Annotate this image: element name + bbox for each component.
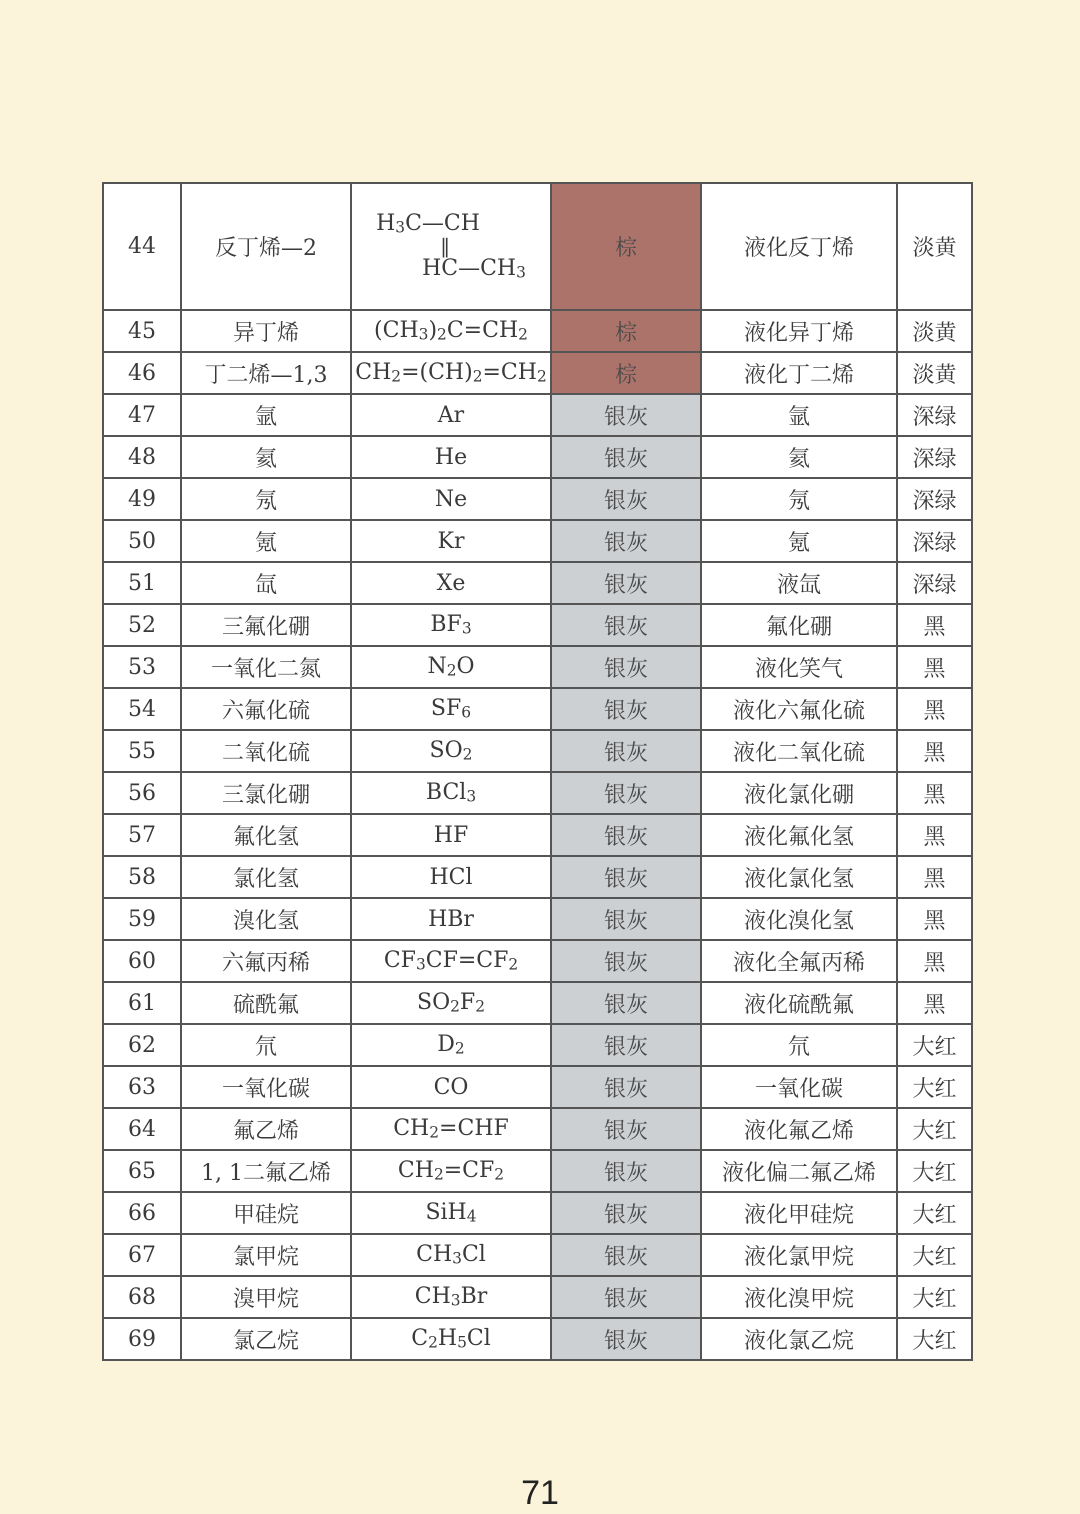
label-color-cell: 大红 bbox=[897, 1192, 972, 1234]
formula-cell: $CF_3CF=CF_2$ bbox=[351, 940, 551, 982]
gas-name-cell: 六氟丙稀 bbox=[181, 940, 351, 982]
row-number-cell: 50 bbox=[103, 520, 181, 562]
gas-name-cell: 丁二烯—1,3 bbox=[181, 352, 351, 394]
cylinder-color-cell: 棕 bbox=[551, 183, 701, 310]
table-row bbox=[103, 772, 972, 814]
table-row bbox=[103, 1066, 972, 1108]
table-row bbox=[103, 940, 972, 982]
label-color-cell: 深绿 bbox=[897, 394, 972, 436]
label-text-cell: 液化全氟丙稀 bbox=[701, 940, 897, 982]
formula-cell: He bbox=[351, 436, 551, 478]
label-color-cell: 深绿 bbox=[897, 436, 972, 478]
label-text-cell: 液化硫酰氟 bbox=[701, 982, 897, 1024]
structural-formula bbox=[376, 212, 526, 280]
label-color-cell: 黑 bbox=[897, 688, 972, 730]
label-text-cell: 液化二氧化硫 bbox=[701, 730, 897, 772]
table-row bbox=[103, 1234, 972, 1276]
gas-name-cell: 溴甲烷 bbox=[181, 1276, 351, 1318]
label-text-cell: 液化溴化氢 bbox=[701, 898, 897, 940]
label-color-cell: 大红 bbox=[897, 1066, 972, 1108]
page-number: 71 bbox=[521, 1474, 559, 1512]
row-number-cell: 64 bbox=[103, 1108, 181, 1150]
formula-cell: $CH_2=CHF$ bbox=[351, 1108, 551, 1150]
label-color-cell: 淡黄 bbox=[897, 352, 972, 394]
formula-cell: $CH_2=CF_2$ bbox=[351, 1150, 551, 1192]
row-number-cell: 62 bbox=[103, 1024, 181, 1066]
label-text-cell: 液化氟乙烯 bbox=[701, 1108, 897, 1150]
label-text-cell: 氘 bbox=[701, 1024, 897, 1066]
row-number-cell: 68 bbox=[103, 1276, 181, 1318]
cylinder-color-cell: 银灰 bbox=[551, 730, 701, 772]
gas-name-cell: 一氧化碳 bbox=[181, 1066, 351, 1108]
formula-cell: SiH$_4$ bbox=[351, 1192, 551, 1234]
table-row bbox=[103, 1108, 972, 1150]
row-number-cell: 46 bbox=[103, 352, 181, 394]
table-row bbox=[103, 898, 972, 940]
table-row bbox=[103, 352, 972, 394]
label-text-cell: 氖 bbox=[701, 478, 897, 520]
cylinder-color-cell: 棕 bbox=[551, 352, 701, 394]
cylinder-color-cell: 银灰 bbox=[551, 940, 701, 982]
gas-name-cell: 氟化氢 bbox=[181, 814, 351, 856]
cylinder-color-cell: 银灰 bbox=[551, 688, 701, 730]
cylinder-color-cell: 银灰 bbox=[551, 1234, 701, 1276]
table-row bbox=[103, 688, 972, 730]
label-color-cell: 黑 bbox=[897, 856, 972, 898]
table-row bbox=[103, 1150, 972, 1192]
label-text-cell: 液化六氟化硫 bbox=[701, 688, 897, 730]
label-color-cell: 黑 bbox=[897, 898, 972, 940]
row-number-cell: 58 bbox=[103, 856, 181, 898]
formula-cell: $BF_3$ bbox=[351, 604, 551, 646]
label-color-cell: 黑 bbox=[897, 646, 972, 688]
gas-name-cell: 三氟化硼 bbox=[181, 604, 351, 646]
table-row bbox=[103, 856, 972, 898]
formula-cell bbox=[351, 183, 551, 310]
gas-name-cell: 氘 bbox=[181, 1024, 351, 1066]
gas-name-cell: 氖 bbox=[181, 478, 351, 520]
formula-cell: CO bbox=[351, 1066, 551, 1108]
label-color-cell: 大红 bbox=[897, 1234, 972, 1276]
formula-cell: Ar bbox=[351, 394, 551, 436]
table-row bbox=[103, 520, 972, 562]
cylinder-color-cell: 银灰 bbox=[551, 436, 701, 478]
cylinder-color-cell: 银灰 bbox=[551, 898, 701, 940]
row-number-cell: 47 bbox=[103, 394, 181, 436]
label-color-cell: 大红 bbox=[897, 1024, 972, 1066]
table-row bbox=[103, 478, 972, 520]
table-row bbox=[103, 183, 972, 310]
table-row bbox=[103, 814, 972, 856]
label-text-cell: 氪 bbox=[701, 520, 897, 562]
label-text-cell: 液化氯化硼 bbox=[701, 772, 897, 814]
gas-name-cell: 氙 bbox=[181, 562, 351, 604]
label-text-cell: 氩 bbox=[701, 394, 897, 436]
table-row bbox=[103, 394, 972, 436]
gas-name-cell: 溴化氢 bbox=[181, 898, 351, 940]
gas-name-cell: 一氧化二氮 bbox=[181, 646, 351, 688]
formula-cell: $SF_6$ bbox=[351, 688, 551, 730]
gas-name-cell: 氯化氢 bbox=[181, 856, 351, 898]
table-row bbox=[103, 1276, 972, 1318]
label-text-cell: 液化氯甲烷 bbox=[701, 1234, 897, 1276]
label-text-cell: 液化笑气 bbox=[701, 646, 897, 688]
label-color-cell: 大红 bbox=[897, 1318, 972, 1360]
cylinder-color-cell: 银灰 bbox=[551, 1276, 701, 1318]
gas-name-cell: 反丁烯—2 bbox=[181, 183, 351, 310]
gas-name-cell: 二氧化硫 bbox=[181, 730, 351, 772]
label-text-cell: 液化氟化氢 bbox=[701, 814, 897, 856]
gas-name-cell: 1, 1二氟乙烯 bbox=[181, 1150, 351, 1192]
formula-cell: HCl bbox=[351, 856, 551, 898]
row-number-cell: 66 bbox=[103, 1192, 181, 1234]
label-color-cell: 淡黄 bbox=[897, 183, 972, 310]
cylinder-color-cell: 银灰 bbox=[551, 1318, 701, 1360]
formula-cell: BCl$_3$ bbox=[351, 772, 551, 814]
cylinder-color-cell: 银灰 bbox=[551, 982, 701, 1024]
cylinder-color-cell: 银灰 bbox=[551, 856, 701, 898]
formula-cell: $N_2O$ bbox=[351, 646, 551, 688]
formula-cell: Kr bbox=[351, 520, 551, 562]
formula-cell: HF bbox=[351, 814, 551, 856]
formula-cell: $D_2$ bbox=[351, 1024, 551, 1066]
row-number-cell: 53 bbox=[103, 646, 181, 688]
label-text-cell: 液化丁二烯 bbox=[701, 352, 897, 394]
label-color-cell: 大红 bbox=[897, 1276, 972, 1318]
gas-name-cell: 异丁烯 bbox=[181, 310, 351, 352]
cylinder-color-cell: 银灰 bbox=[551, 772, 701, 814]
label-text-cell: 一氧化碳 bbox=[701, 1066, 897, 1108]
structural-formula-line: ‖ bbox=[440, 233, 451, 258]
gas-name-cell: 硫酰氟 bbox=[181, 982, 351, 1024]
cylinder-color-cell: 银灰 bbox=[551, 562, 701, 604]
label-color-cell: 大红 bbox=[897, 1150, 972, 1192]
row-number-cell: 56 bbox=[103, 772, 181, 814]
table-row bbox=[103, 1192, 972, 1234]
label-text-cell: 氟化硼 bbox=[701, 604, 897, 646]
cylinder-color-cell: 银灰 bbox=[551, 520, 701, 562]
structural-formula-line: $HC—CH_3$ bbox=[422, 255, 526, 282]
label-color-cell: 黑 bbox=[897, 814, 972, 856]
label-color-cell: 深绿 bbox=[897, 520, 972, 562]
row-number-cell: 55 bbox=[103, 730, 181, 772]
cylinder-color-cell: 棕 bbox=[551, 310, 701, 352]
gas-name-cell: 氟乙烯 bbox=[181, 1108, 351, 1150]
row-number-cell: 54 bbox=[103, 688, 181, 730]
cylinder-color-cell: 银灰 bbox=[551, 814, 701, 856]
row-number-cell: 44 bbox=[103, 183, 181, 310]
label-color-cell: 黑 bbox=[897, 772, 972, 814]
table-row bbox=[103, 310, 972, 352]
row-number-cell: 67 bbox=[103, 1234, 181, 1276]
label-text-cell: 液化异丁烯 bbox=[701, 310, 897, 352]
table-row bbox=[103, 730, 972, 772]
row-number-cell: 65 bbox=[103, 1150, 181, 1192]
label-text-cell: 液化溴甲烷 bbox=[701, 1276, 897, 1318]
label-color-cell: 黑 bbox=[897, 730, 972, 772]
cylinder-color-cell: 银灰 bbox=[551, 1192, 701, 1234]
label-color-cell: 黑 bbox=[897, 982, 972, 1024]
structural-formula-line: $H_3C—CH$ bbox=[376, 211, 480, 237]
gas-name-cell: 三氯化硼 bbox=[181, 772, 351, 814]
cylinder-color-cell: 银灰 bbox=[551, 1150, 701, 1192]
gas-name-cell: 氩 bbox=[181, 394, 351, 436]
label-text-cell: 液氙 bbox=[701, 562, 897, 604]
gas-name-cell: 氪 bbox=[181, 520, 351, 562]
label-text-cell: 液化甲硅烷 bbox=[701, 1192, 897, 1234]
gas-name-cell: 氯甲烷 bbox=[181, 1234, 351, 1276]
formula-cell: Xe bbox=[351, 562, 551, 604]
row-number-cell: 45 bbox=[103, 310, 181, 352]
label-color-cell: 淡黄 bbox=[897, 310, 972, 352]
cylinder-color-cell: 银灰 bbox=[551, 478, 701, 520]
cylinder-color-cell: 银灰 bbox=[551, 1066, 701, 1108]
label-color-cell: 深绿 bbox=[897, 562, 972, 604]
formula-cell: $C_2H_5Cl$ bbox=[351, 1318, 551, 1360]
table-row bbox=[103, 436, 972, 478]
row-number-cell: 57 bbox=[103, 814, 181, 856]
label-text-cell: 液化反丁烯 bbox=[701, 183, 897, 310]
formula-cell: $SO_2$ bbox=[351, 730, 551, 772]
row-number-cell: 49 bbox=[103, 478, 181, 520]
label-text-cell: 氦 bbox=[701, 436, 897, 478]
table-row bbox=[103, 1318, 972, 1360]
gas-name-cell: 氦 bbox=[181, 436, 351, 478]
row-number-cell: 60 bbox=[103, 940, 181, 982]
table-row bbox=[103, 604, 972, 646]
row-number-cell: 69 bbox=[103, 1318, 181, 1360]
row-number-cell: 59 bbox=[103, 898, 181, 940]
row-number-cell: 51 bbox=[103, 562, 181, 604]
formula-cell: $CH_2=(CH)_2=CH_2$ bbox=[351, 352, 551, 394]
table-row bbox=[103, 982, 972, 1024]
row-number-cell: 48 bbox=[103, 436, 181, 478]
row-number-cell: 52 bbox=[103, 604, 181, 646]
cylinder-color-cell: 银灰 bbox=[551, 646, 701, 688]
cylinder-color-cell: 银灰 bbox=[551, 1108, 701, 1150]
formula-cell: $CH_3Br$ bbox=[351, 1276, 551, 1318]
row-number-cell: 63 bbox=[103, 1066, 181, 1108]
label-text-cell: 液化氯乙烷 bbox=[701, 1318, 897, 1360]
formula-cell: $SO_2F_2$ bbox=[351, 982, 551, 1024]
cylinder-color-cell: 银灰 bbox=[551, 394, 701, 436]
label-color-cell: 大红 bbox=[897, 1108, 972, 1150]
gas-name-cell: 氯乙烷 bbox=[181, 1318, 351, 1360]
table-row bbox=[103, 646, 972, 688]
table-row bbox=[103, 562, 972, 604]
label-color-cell: 黑 bbox=[897, 604, 972, 646]
formula-cell: $(CH_3)_2C=CH_2$ bbox=[351, 310, 551, 352]
gas-name-cell: 甲硅烷 bbox=[181, 1192, 351, 1234]
gas-cylinder-color-table bbox=[102, 182, 971, 1361]
cylinder-color-cell: 银灰 bbox=[551, 1024, 701, 1066]
label-text-cell: 液化偏二氟乙烯 bbox=[701, 1150, 897, 1192]
gas-name-cell: 六氟化硫 bbox=[181, 688, 351, 730]
table bbox=[102, 182, 973, 1361]
label-color-cell: 深绿 bbox=[897, 478, 972, 520]
row-number-cell: 61 bbox=[103, 982, 181, 1024]
table-row bbox=[103, 1024, 972, 1066]
cylinder-color-cell: 银灰 bbox=[551, 604, 701, 646]
formula-cell: $CH_3Cl$ bbox=[351, 1234, 551, 1276]
label-color-cell: 黑 bbox=[897, 940, 972, 982]
label-text-cell: 液化氯化氢 bbox=[701, 856, 897, 898]
formula-cell: HBr bbox=[351, 898, 551, 940]
formula-cell: Ne bbox=[351, 478, 551, 520]
